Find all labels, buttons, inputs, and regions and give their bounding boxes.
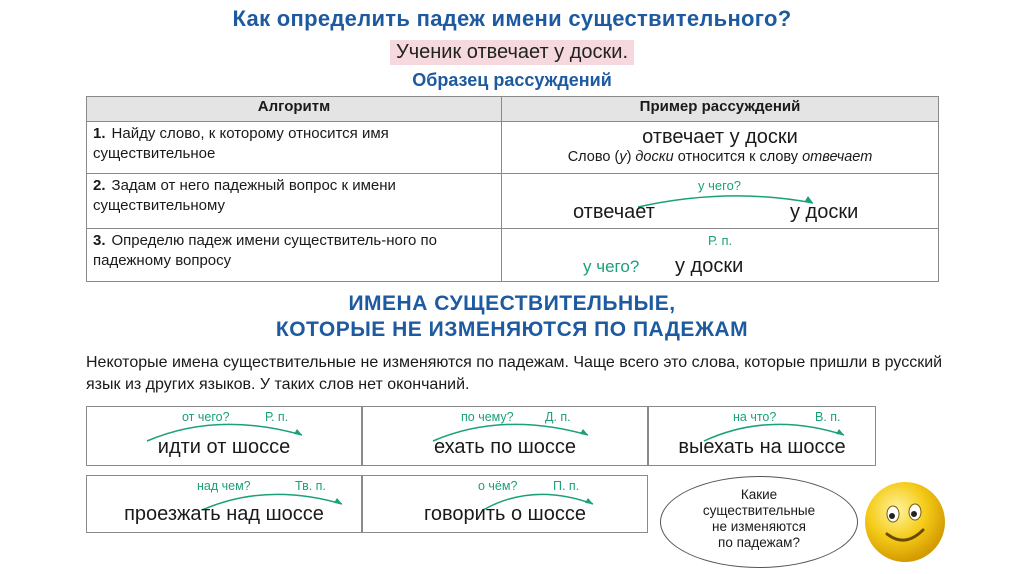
example-box — [362, 406, 648, 466]
phrase: говорить о шоссе — [424, 503, 586, 525]
phrase: выехать на шоссе — [678, 436, 846, 458]
step-number: 2. — [93, 177, 106, 194]
question-label: над чем? — [197, 479, 251, 493]
case-label: Д. п. — [545, 410, 571, 424]
question-label: от чего? — [182, 410, 230, 424]
question-label: у чего? — [583, 257, 640, 276]
word-to: у доски — [790, 201, 859, 223]
bubble-line: по падежам? — [718, 535, 800, 550]
case-label: Тв. п. — [295, 479, 326, 493]
phrase: ехать по шоссе — [433, 436, 577, 458]
case-label: Р. п. — [708, 233, 733, 248]
subtitle: Образец рассуждений — [412, 70, 612, 90]
step-cell — [87, 174, 502, 229]
example-cell — [502, 122, 939, 174]
case-label: В. п. — [815, 410, 841, 424]
header-algorithm: Алгоритм — [87, 97, 502, 122]
table-row — [87, 229, 939, 282]
table-row — [87, 174, 939, 229]
question-label: о чём? — [478, 479, 518, 493]
smiley-face-icon — [863, 480, 947, 564]
phrase: проезжать над шоссе — [124, 503, 324, 525]
case-word: у доски — [675, 255, 744, 277]
example-box — [86, 406, 362, 466]
note-part: относится к слову — [673, 149, 803, 165]
example-cell — [502, 174, 939, 229]
note-part: отвечает — [802, 149, 873, 165]
example-box — [362, 475, 648, 533]
step-text: Задам от него падежный вопрос к имени существительному — [93, 177, 396, 214]
bubble-line: Какие — [740, 487, 778, 502]
speech-bubble — [660, 476, 858, 568]
section-title-line2: КОТОРЫЕ НЕ ИЗМЕНЯЮТСЯ ПО ПАДЕЖАМ — [275, 318, 749, 341]
phrase: идти от шоссе — [157, 436, 291, 458]
section-paragraph: Некоторые имена существительные не изменяются по падежам. Чаще всего это слова, которые пришли в русский язык из других языков. У таких слов нет окончаний. — [86, 354, 943, 393]
example-box — [86, 475, 362, 533]
step-text: Найду слово, к которому относится имя существительное — [93, 125, 389, 162]
note-part: доски — [635, 149, 674, 165]
note-part: у — [619, 149, 627, 165]
example-box — [648, 406, 876, 466]
section-title-line1: ИМЕНА СУЩЕСТВИТЕЛЬНЫЕ, — [348, 292, 676, 315]
example-sentence: Ученик отвечает у доски. — [390, 40, 634, 65]
step-text: Определю падеж имени существитель-ного по падежному вопросу — [93, 232, 437, 269]
header-example: Пример рассуждений — [502, 97, 939, 122]
note-part: Слово ( — [567, 149, 620, 165]
page-title: Как определить падеж имени существительного? — [232, 6, 792, 31]
example-sentence-wrap — [0, 40, 1024, 65]
case-label: Р. п. — [265, 410, 289, 424]
table-row — [87, 122, 939, 174]
question-label: у чего? — [698, 178, 742, 193]
algorithm-table — [86, 96, 939, 282]
case-label: П. п. — [553, 479, 580, 493]
note-part: ) — [626, 149, 636, 165]
example-cell — [502, 229, 939, 282]
question-label: по чему? — [461, 410, 514, 424]
table-header-row — [87, 97, 939, 122]
example-main: отвечает у доски — [642, 126, 798, 148]
bubble-line: не изменяются — [712, 519, 806, 534]
step-number: 1. — [93, 125, 106, 142]
question-label: на что? — [733, 410, 777, 424]
bubble-line: существительные — [702, 503, 816, 518]
example-note — [503, 149, 937, 165]
step-cell — [87, 122, 502, 174]
step-cell — [87, 229, 502, 282]
step-number: 3. — [93, 232, 106, 249]
word-from: отвечает — [573, 201, 655, 223]
